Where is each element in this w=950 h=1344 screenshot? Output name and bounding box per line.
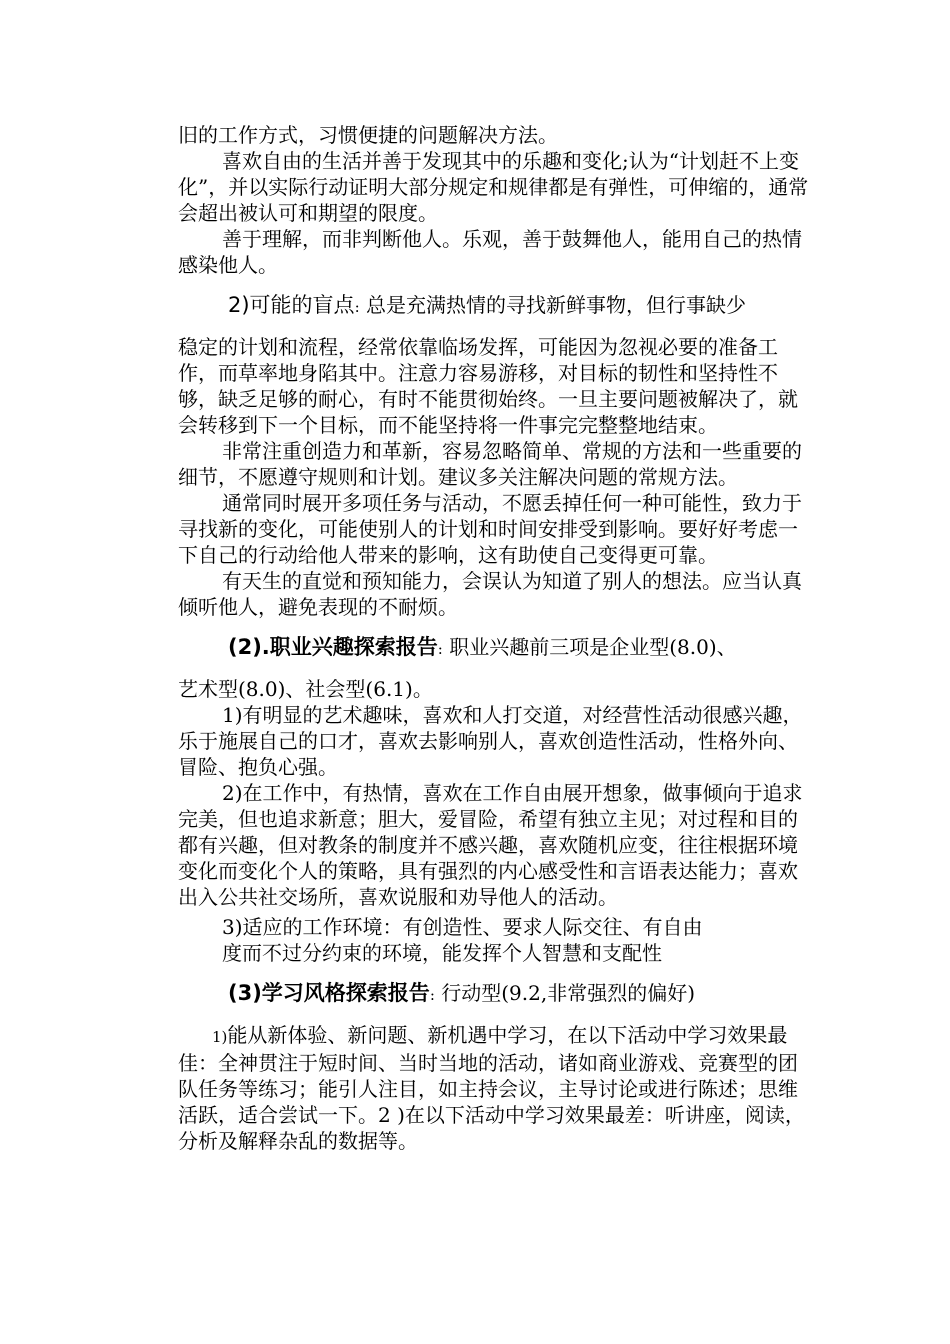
paragraph-blindspot: 稳定的计划和流程，经常依靠临场发挥，可能因为忽视必要的准备工作，而草率地身陷其中。注意力容易游移，对目标的韧性和坚持性不够，缺乏足够的耐心，有时不能贯彻始终。一旦主要问题被解决了，就会转移到下一个目标，而不能坚持将一件事完完整整地结束。 [178,335,798,437]
blindspot-heading: 2)可能的盲点 [228,293,355,317]
learning-item [178,1022,812,1154]
paragraph-free-life: 喜欢自由的生活并善于发现其中的乐趣和变化;认为“计划赶不上变化”，并以实际行动证明大部分规定和规律都是有弹性，可伸缩的，通常会超出被认可和期望的限度。 [178,149,809,225]
learning-style: 行动型(9.2,非常强烈的偏好) [434,981,696,1005]
blindspot-colon: : [354,298,360,316]
career-first-line: 职业兴趣前三项是企业型(8.0)、 [442,635,737,659]
career-heading-line [178,634,812,662]
document-body [178,122,812,1154]
paragraph-work-style: 旧的工作方式，习惯便捷的问题解决方法。 [178,123,558,147]
career-item-2: 2)在工作中，有热情，喜欢在工作自由展开想象，做事倾向于追求完美，但也追求新意；胆大，爱冒险，希望有独立主见；对过程和目的都有兴趣，但对教条的制度并不感兴趣，喜欢随机应变，往往根据环境变化而变化个人的策略，具有强烈的内心感受性和言语表达能力；喜欢出入公共社交场所，喜欢说服和劝导他人的活动。 [178,781,803,909]
career-colon: : [437,640,443,658]
career-item-1: 1)有明显的艺术趣味，喜欢和人打交道，对经营性活动很感兴趣，乐于施展自己的口才，喜欢去影响别人，喜欢创造性活动，性格外向、冒险、抱负心强。 [178,703,803,779]
paragraph-multitask: 通常同时展开多项任务与活动，不愿丢掉任何一种可能性，致力于寻找新的变化，可能使别人的计划和时间安排受到影响。要好好考虑一下自己的行动给他人带来的影响，这有助使自己变得更可靠。 [178,491,802,567]
paragraph-intuition: 有天生的直觉和预知能力，会误认为知道了别人的想法。应当认真倾听他人，避免表现的不耐烦。 [178,569,802,619]
learning-colon: : [429,986,435,1004]
learning-item-text: 能从新体验、新问题、新机遇中学习，在以下活动中学习效果最佳：全神贯注于短时间、当时当地的活动，诸如商业游戏、竞赛型的团队任务等练习；能引人注目，如主持会议，主导讨论或进行陈述；思维活跃，适合尝试一下。2 )在以下活动中学习效果最差：听讲座，阅读，分析及解释杂乱的数据等。 [178,1023,805,1153]
paragraph-understanding: 善于理解，而非判断他人。乐观，善于鼓舞他人，能用自己的热情感染他人。 [178,227,802,277]
learning-heading-line [178,980,812,1008]
career-item-3-line-1: 3)适应的工作环境：有创造性、要求人际交往、有自由 [222,915,703,939]
learning-heading: (3)学习风格探索报告 [228,981,430,1005]
blindspot-first-line: 总是充满热情的寻找新鲜事物，但行事缺少 [359,293,746,317]
paragraph-career-scores: 艺术型(8.0)、社会型(6.1)。 [178,677,433,701]
career-heading: (2).职业兴趣探索报告 [228,635,438,659]
paragraph-creativity: 非常注重创造力和革新，容易忽略简单、常规的方法和一些重要的细节，不愿遵守规则和计划。建议多关注解决问题的常规方法。 [178,439,802,489]
career-item-3-line-2: 度而不过分约束的环境，能发挥个人智慧和支配性 [222,941,662,965]
blindspot-heading-line [178,292,812,320]
learning-item-number: 1) [212,1028,228,1046]
